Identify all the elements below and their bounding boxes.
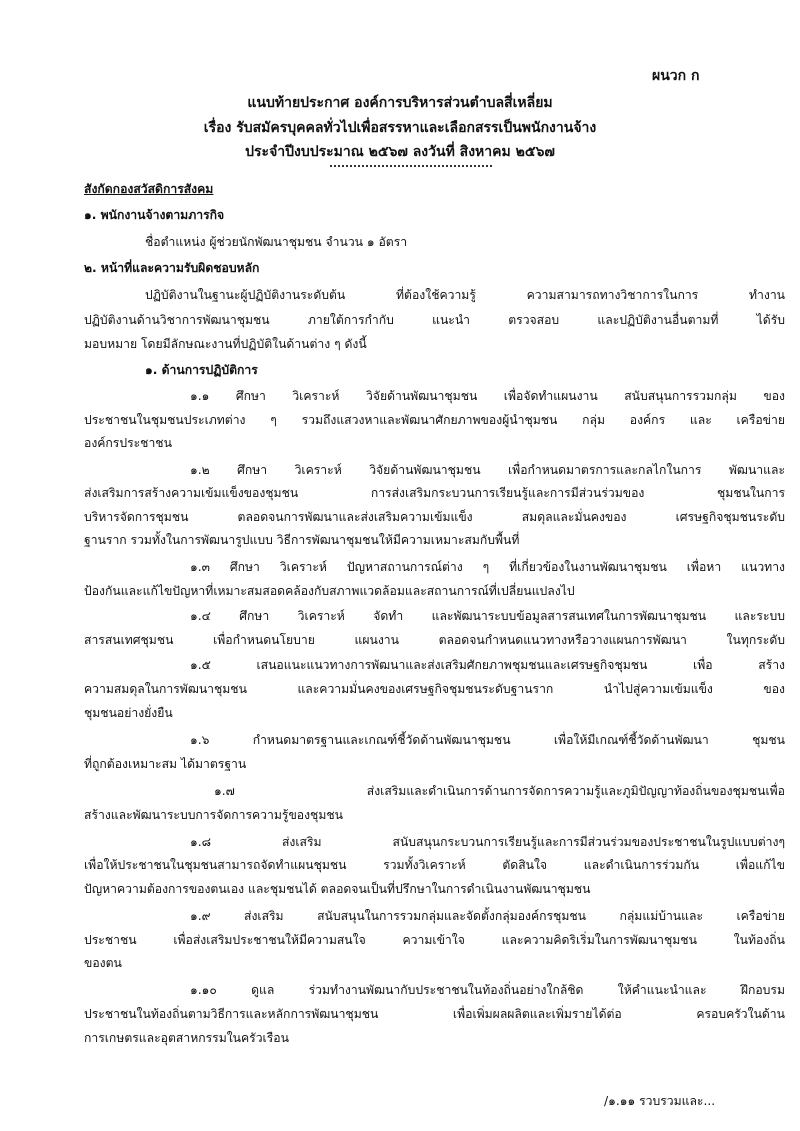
- item-1-8-line-2: เพื่อให้ประชาชนในชุมชนสามารถจัดทำแผนชุมชน รวมทั้งวิเคราะห์ ตัดสินใจ และดำเนินการร่วมกัน เพื่อแก้ไข: [84, 858, 785, 872]
- item-1-5-line-2: ความสมดุลในการพัฒนาชุมชน และความมั่นคงของเศรษฐกิจชุมชนระดับฐานราก นำไปสู่ความเข้มแข็ง ของ: [84, 682, 785, 696]
- item-1-9-line-3: ของตน: [84, 956, 122, 970]
- item-1-2-line-4: ฐานราก รวมทั้งในการพัฒนารูปแบบ วิธีการพัฒนาชุมชนให้มีความเหมาะสมกับพื้นที่: [84, 533, 520, 547]
- subsection-heading: ๑. ด้านการปฏิบัติการ: [145, 363, 258, 377]
- item-1-1-line-3: องค์กรประชาชน: [84, 436, 172, 450]
- section-heading-1: ๑. พนักงานจ้างตามภารกิจ: [84, 208, 225, 222]
- intro-line-2: ปฏิบัติงานด้านวิชาการพัฒนาชุมชน ภายใต้การกำกับ แนะนำ ตรวจสอบ และปฏิบัติงานอื่นตามที่ ได้รับ: [84, 313, 785, 327]
- item-1-5-line-1: ๑.๕ เสนอแนะแนวทางการพัฒนาและส่งเสริมศักยภาพชุมชนและเศรษฐกิจชุมชน เพื่อ สร้าง: [190, 658, 785, 672]
- item-1-4-line-1: ๑.๔ ศึกษา วิเคราะห์ จัดทำ และพัฒนาระบบข้อมูลสารสนเทศในการพัฒนาชุมชน และระบบ: [190, 609, 785, 623]
- item-1-4-line-2: สารสนเทศชุมชน เพื่อกำหนดนโยบาย แผนงาน ตลอดจนกำหนดแนวทางหรือวางแผนการพัฒนา ในทุกระดับ: [84, 633, 785, 647]
- dotted-separator: [330, 165, 492, 167]
- item-1-2-line-2: ส่งเสริมการสร้างความเข้มแข็งของชุมชน การส่งเสริมกระบวนการเรียนรู้และการมีส่วนร่วมของ ชุมชนในการ: [84, 486, 785, 500]
- header-line-2: เรื่อง รับสมัครบุคคลทั่วไปเพื่อสรรหาและเลือกสรรเป็นพนักงานจ้าง: [203, 120, 597, 136]
- annex-label: ผนวก ก: [652, 68, 700, 84]
- item-1-6-line-2: ที่ถูกต้องเหมาะสม ได้มาตรฐาน: [84, 757, 247, 771]
- continuation-footer: /๑.๑๑ รวบรวมและ...: [604, 1094, 716, 1108]
- item-1-10-line-2: ประชาชนในท้องถิ่นตามวิธีการและหลักการพัฒนาชุมชน เพื่อเพิ่มผลผลิตและเพิ่มรายได้ต่อ ครอบครัวในด้าน: [84, 1007, 785, 1021]
- item-1-5-line-3: ชุมชนอย่างยั่งยืน: [84, 706, 173, 720]
- item-1-6-line-1: ๑.๖ กำหนดมาตรฐานและเกณฑ์ชี้วัดด้านพัฒนาชุมชน เพื่อให้มีเกณฑ์ชี้วัดด้านพัฒนา ชุมชน: [190, 733, 785, 747]
- item-1-8-line-3: ปัญหาความต้องการของตนเอง และชุมชนได้ ตลอดจนเป็นที่ปรึกษาในการดำเนินงานพัฒนาชุมชน: [84, 882, 591, 896]
- intro-line-1: ปฏิบัติงานในฐานะผู้ปฏิบัติงานระดับต้น ที่ต้องใช้ความรู้ ความสามารถทางวิชาการในการ ทำงาน: [145, 288, 785, 302]
- item-1-7-line-1: ๑.๗ ส่งเสริมและดำเนินการด้านการจัดการความรู้และภูมิปัญญาท้องถิ่นของชุมชนเพื่อ: [214, 784, 785, 798]
- item-1-2-line-1: ๑.๒ ศึกษา วิเคราะห์ วิจัยด้านพัฒนาชุมชน เพื่อกำหนดมาตรการและกลไกในการ พัฒนาและ: [190, 463, 785, 477]
- item-1-10-line-1: ๑.๑๐ ดูแล ร่วมทำงานพัฒนากับประชาชนในท้องถิ่นอย่างใกล้ชิด ให้คำแนะนำและ ฝึกอบรม: [190, 983, 785, 997]
- header-line-1: แนบท้ายประกาศ องค์การบริหารส่วนตำบลสี่เหลี่ยม: [247, 95, 553, 111]
- item-1-10-line-3: การเกษตรและอุตสาหกรรมในครัวเรือน: [84, 1031, 289, 1045]
- item-1-9-line-1: ๑.๙ ส่งเสริม สนับสนุนในการรวมกลุ่มและจัดตั้งกลุ่มองค์กรชุมชน กลุ่มแม่บ้านและ เครือข่าย: [190, 909, 785, 923]
- item-1-7-line-2: สร้างและพัฒนาระบบการจัดการความรู้ของชุมชน: [84, 808, 343, 822]
- item-1-2-line-3: บริหารจัดการชุมชน ตลอดจนการพัฒนาและส่งเสริมความเข้มแข็ง สมดุลและมั่นคงของ เศรษฐกิจชุมชนระดับ: [84, 510, 785, 524]
- item-1-3-line-1: ๑.๓ ศึกษา วิเคราะห์ ปัญหาสถานการณ์ต่าง ๆ ที่เกี่ยวข้องในงานพัฒนาชุมชน เพื่อหา แนวทาง: [190, 560, 785, 574]
- item-1-1-line-2: ประชาชนในชุมชนประเภทต่าง ๆ รวมถึงแสวงหาและพัฒนาศักยภาพของผู้นำชุมชน กลุ่ม องค์กร และ เครือข่าย: [84, 413, 785, 427]
- item-1-9-line-2: ประชาชน เพื่อส่งเสริมประชาชนให้มีความสนใจ ความเข้าใจ และความคิดริเริ่มในการพัฒนาชุมชน ในท้องถิ่น: [84, 933, 785, 947]
- position-line: ชื่อตำแหน่ง ผู้ช่วยนักพัฒนาชุมชน จำนวน ๑ อัตรา: [145, 235, 408, 249]
- affiliation-heading: สังกัดกองสวัสดิการสังคม: [84, 182, 214, 196]
- section-heading-2: ๒. หน้าที่และความรับผิดชอบหลัก: [84, 261, 260, 275]
- item-1-8-line-1: ๑.๘ ส่งเสริม สนับสนุนกระบวนการเรียนรู้และการมีส่วนร่วมของประชาชนในรูปแบบต่างๆ: [190, 835, 785, 849]
- item-1-1-line-1: ๑.๑ ศึกษา วิเคราะห์ วิจัยด้านพัฒนาชุมชน เพื่อจัดทำแผนงาน สนับสนุนการรวมกลุ่ม ของ: [190, 389, 785, 403]
- item-1-3-line-2: ป้องกันและแก้ไขปัญหาที่เหมาะสมสอดคล้องกับสภาพแวดล้อมและสถานการณ์ที่เปลี่ยนแปลงไป: [84, 584, 575, 598]
- intro-line-3: มอบหมาย โดยมีลักษณะงานที่ปฏิบัติในด้านต่าง ๆ ดังนี้: [84, 337, 367, 351]
- header-line-3: ประจำปีงบประมาณ ๒๕๖๗ ลงวันที่ สิงหาคม ๒๕๖๗: [245, 144, 555, 160]
